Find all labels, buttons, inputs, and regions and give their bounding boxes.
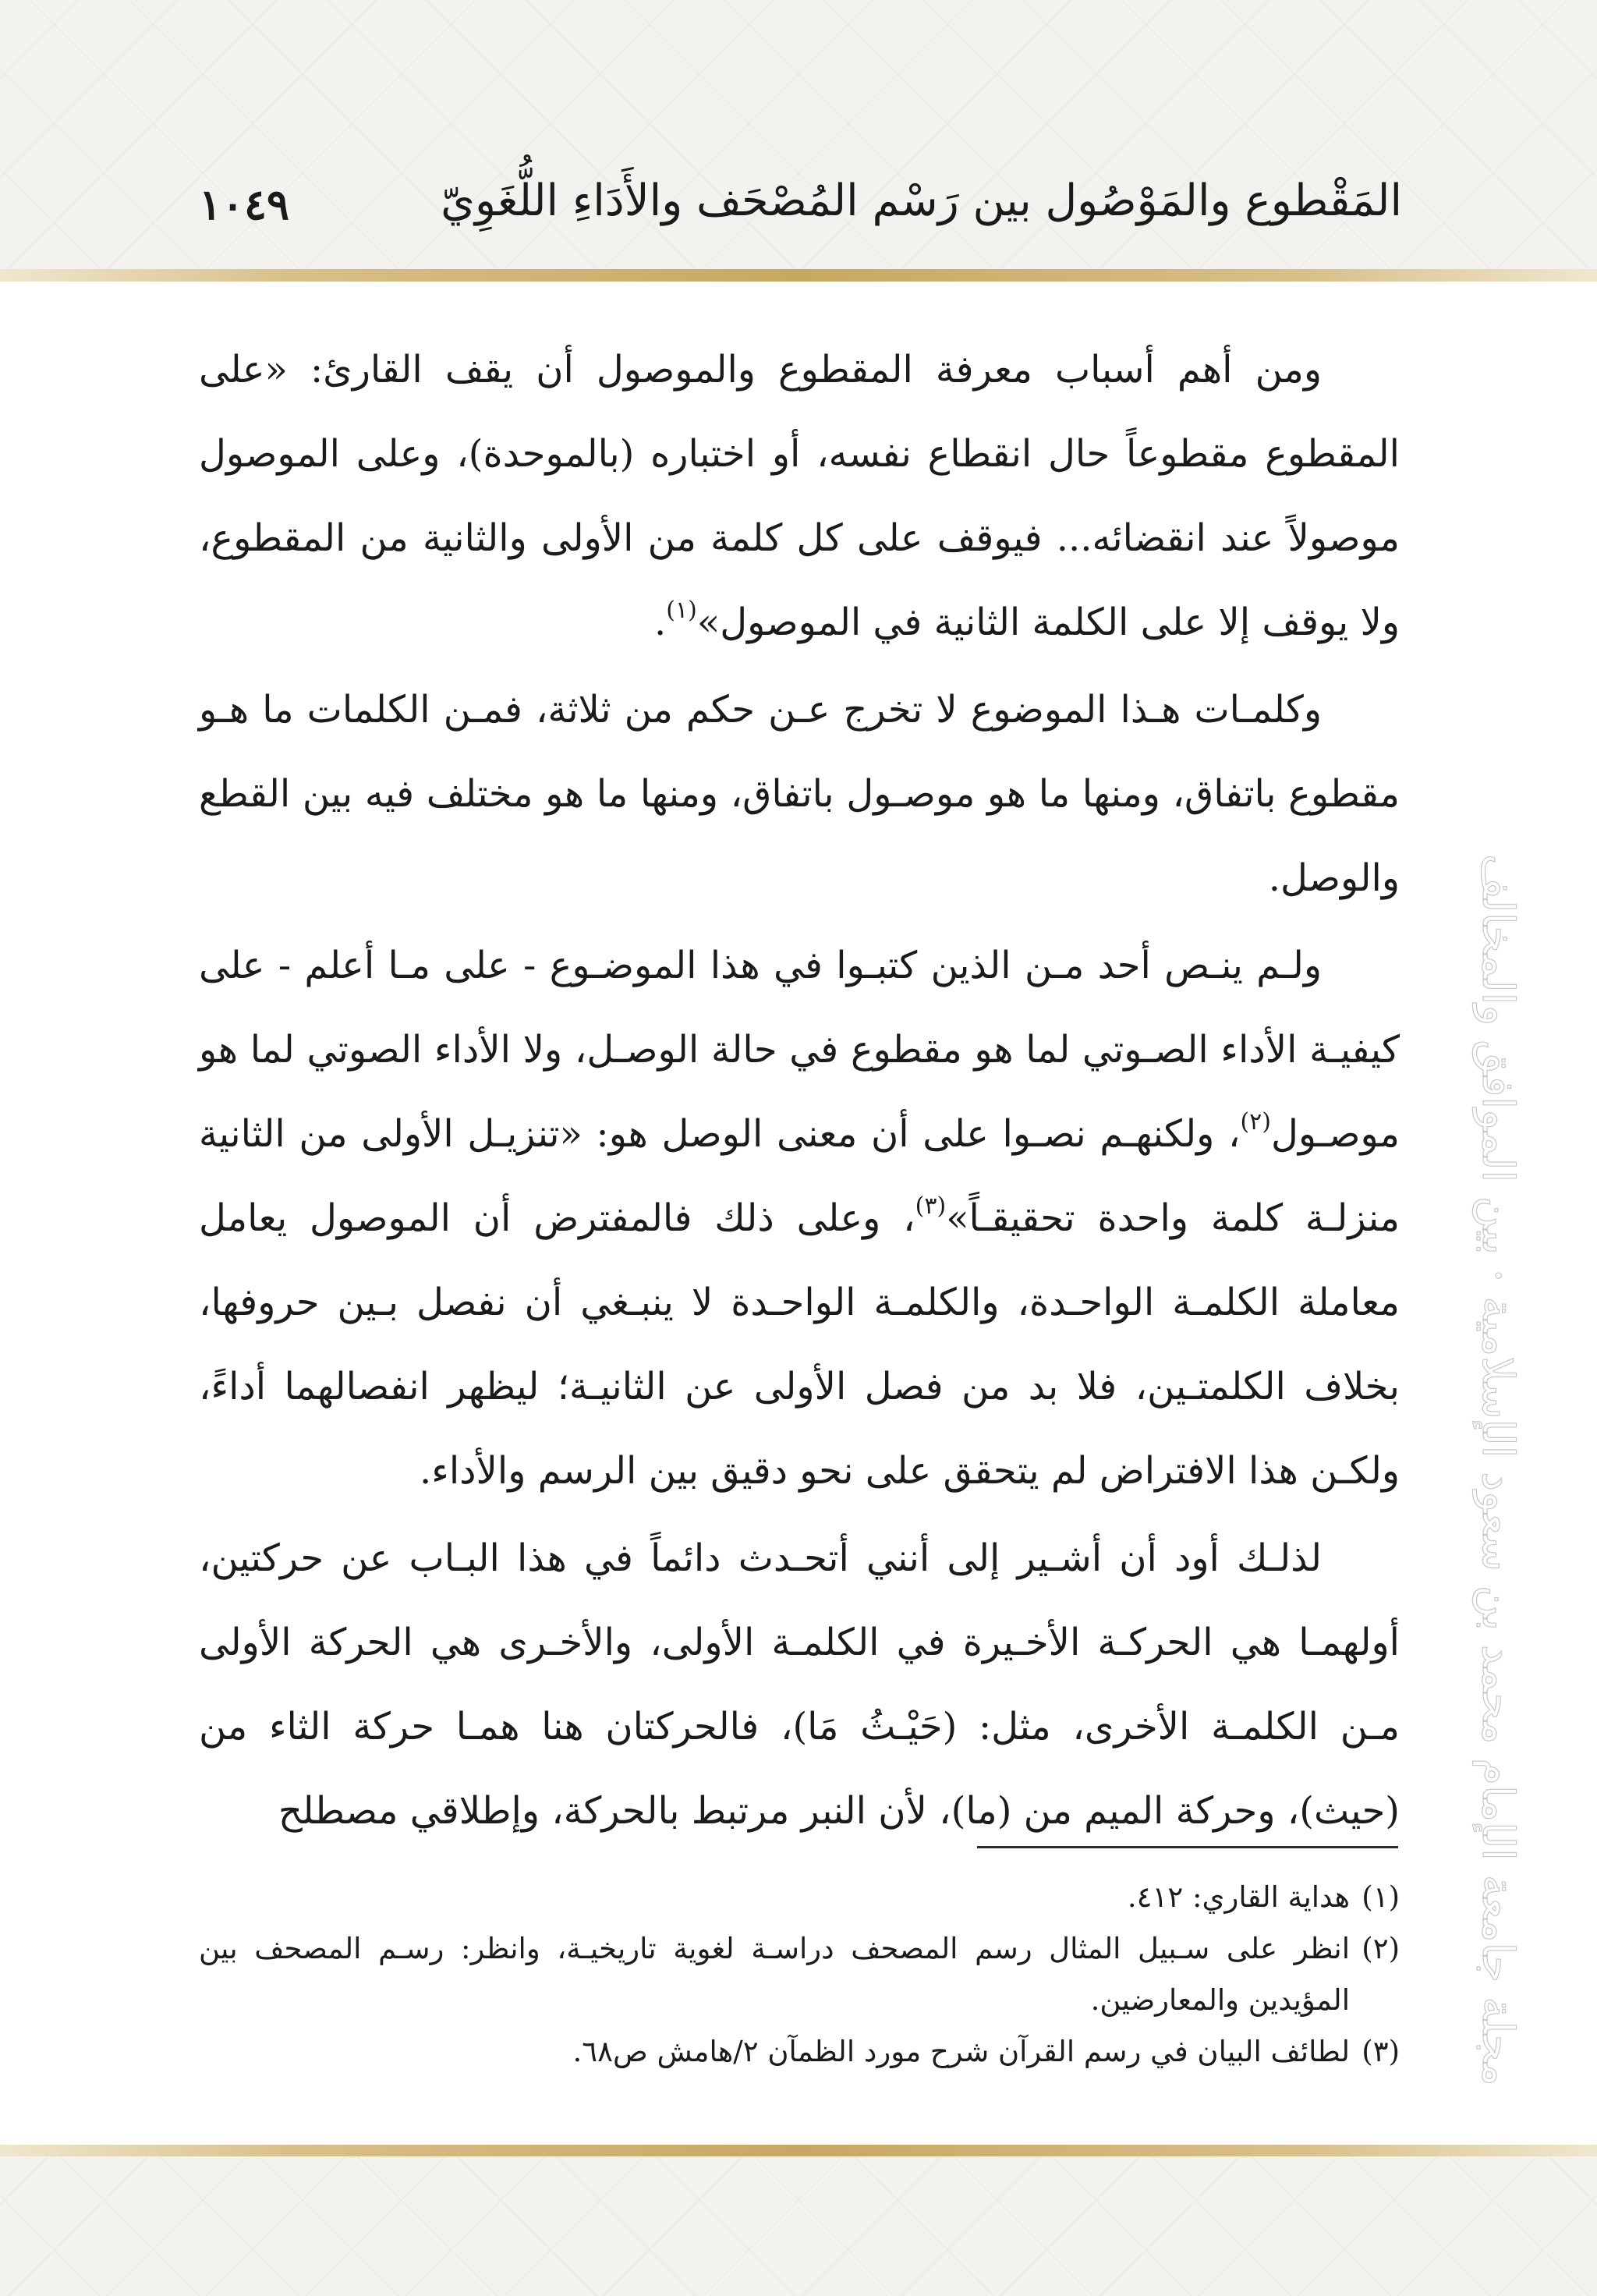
footnote-ref-2[interactable]: (٢) [1240, 1108, 1271, 1136]
footnotes [199, 1872, 1400, 2078]
paragraph-3-text-c: ، وعلى ذلك فالمفترض أن الموصول يعامل معاملة الكلمـة الواحـدة، والكلمـة الواحـدة لا ينبـغي أن نفصل بـين حروفها، بخلاف الكلمتـين، فلا بد من فصل الأولى عن الثانيـة؛ ليظهر انفصالهما أداءً، ولكـن هذا الافتراض لم يتحقق على نحو دقيق بين الرسم والأداء. [199, 1196, 1400, 1493]
footer-gold-rule [0, 2145, 1597, 2157]
footnote-text: انظر على سـبيل المثال رسم المصحف دراسـة لغوية تاريخيـة، وانظر: رسـم المصحف بين المؤيدين والمعارضين. [199, 1932, 1350, 2017]
paragraph-1 [199, 328, 1400, 664]
paragraph-1-text: ومن أهم أسباب معرفة المقطوع والموصول أن يقف القارئ: «على المقطوع مقطوعاً حال انقطاع نفسه، أو اختباره (بالموحدة)، وعلى الموصول موصولاً عند انقضائه... فيوقف على كل كلمة من الأولى والثانية من المقطوع، ولا يوقف إلا على الكلمة الثانية في الموصول» [199, 348, 1400, 644]
paragraph-3 [199, 923, 1400, 1513]
footer-ornament-band [0, 2156, 1597, 2296]
header-gold-rule [0, 269, 1597, 282]
footnote-2 [199, 1923, 1400, 2026]
footnote-number: (٢) [1362, 1932, 1400, 1965]
paragraph-3-text-a: ولـم ينـص أحد مـن الذين كتبـوا في هذا الموضـوع - على مـا أعلم - على كيفيـة الأداء الصـوتي لما هو مقطوع في حالة الوصـل، ولا الأداء الصوتي لما هو موصـول [199, 944, 1400, 1156]
side-journal-watermark: مجلة جامعة الإمام محمد بن سعود الإسلامية ‏·‏ بين الموافق والمخالف [1472, 854, 1523, 2086]
paragraph-2: وكلمـات هـذا الموضوع لا تخرج عـن حكم من ثلاثة، فمـن الكلمات ما هـو مقطوع باتفاق، ومنها ما هو موصـول باتفاق، ومنها ما هو مختلف فيه بين القطع والوصل. [199, 688, 1400, 900]
footnote-text: هداية القاري: ٤١٢. [1127, 1880, 1350, 1914]
footnote-text: لطائف البيان في رسم القرآن شرح مورد الظمآن ٢/هامش ص٦٨. [572, 2035, 1350, 2068]
footnote-1 [199, 1872, 1400, 1923]
footnote-number: (٣) [1362, 2035, 1400, 2068]
footnote-number: (١) [1362, 1880, 1400, 1914]
body-text [199, 328, 1400, 1856]
paragraph-4: لذلـك أود أن أشـير إلى أنني أتحـدث دائماً في هذا البـاب عن حركتين، أولهمـا هي الحركـة الأخـيرة في الكلمـة الأولى، والأخـرى هي الحركة الأولى مـن الكلمـة الأخرى، مثل: (حَيْـثُ مَا)، فالحركتان هنا همـا حركة الثاء من (حيث)، وحركة الميم من (ما)، لأن النبر مرتبط بالحركة، وإطلاقي مصطلح [199, 1536, 1400, 1833]
footnote-3 [199, 2026, 1400, 2078]
paragraph-1-end: . [654, 601, 667, 644]
footnote-separator [977, 1846, 1398, 1848]
running-title: المَقْطوع والمَوْصُول بين رَسْم المُصْحَف والأَدَاءِ اللُّغَوِيّ [441, 175, 1402, 226]
paragraph-3-text-b: ، ولكنهـم نصـوا على أن معنى الوصل هو: «تنزيـل الأولى من الثانية منزلـة كلمة واحدة تحقيقـاً» [199, 1112, 1400, 1240]
footnote-ref-1[interactable]: (١) [666, 597, 697, 624]
page-number: ١٠٤٩ [199, 179, 290, 229]
footnote-ref-3[interactable]: (٣) [915, 1192, 947, 1220]
